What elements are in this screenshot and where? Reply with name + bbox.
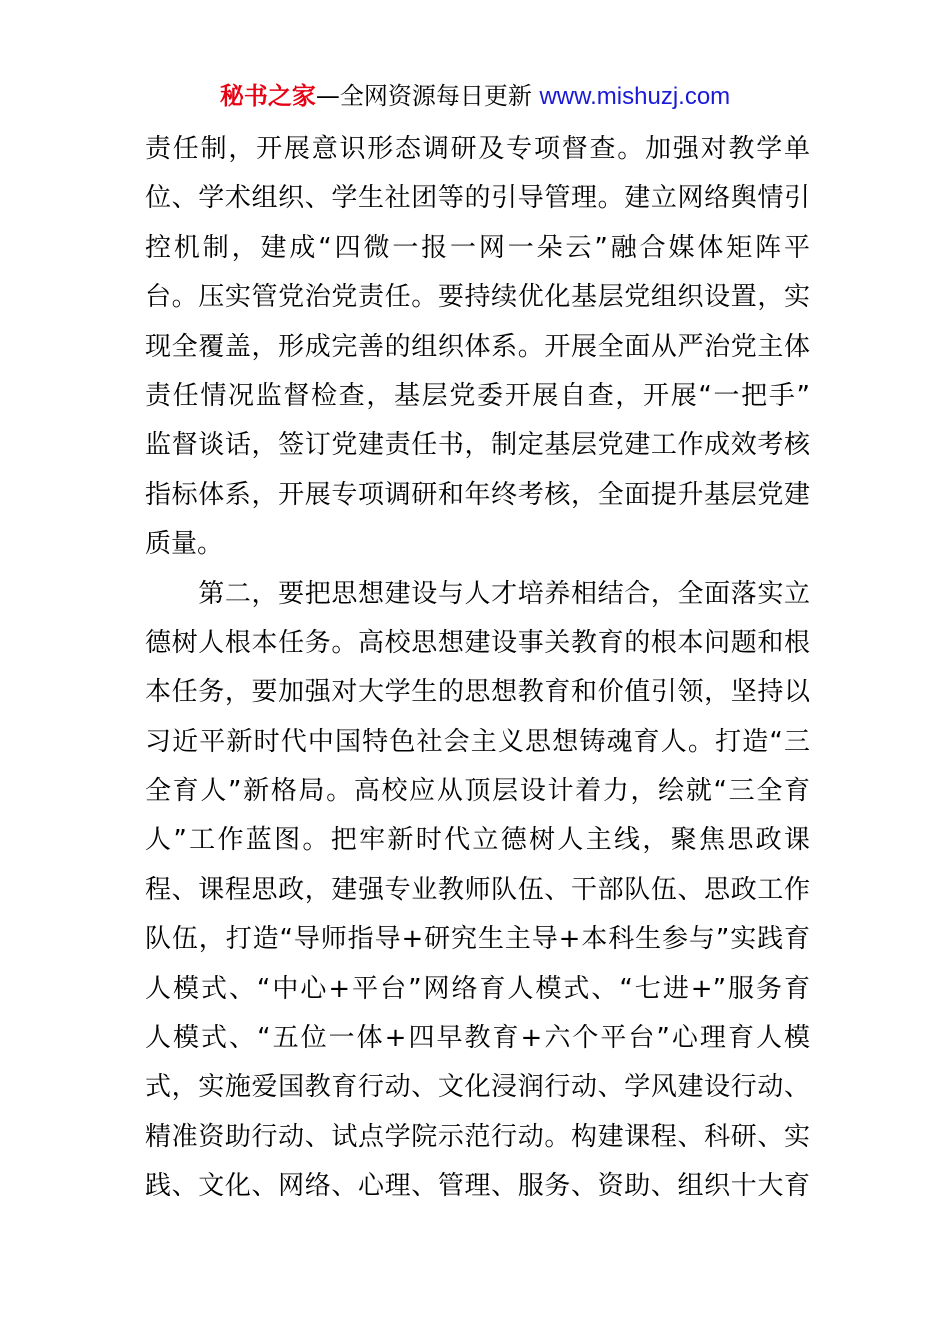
text-line: 指标体系，开展专项调研和年终考核，全面提升基层党建 bbox=[145, 479, 810, 510]
site-tagline: —全网资源每日更新 bbox=[315, 82, 540, 110]
text-line: 监督谈话，签订党建责任书，制定基层党建工作成效考核 bbox=[145, 430, 810, 461]
site-header bbox=[0, 80, 950, 113]
text-line: 式，实施爱国教育行动、文化浸润行动、学风建设行动、 bbox=[145, 1072, 810, 1103]
text-line: 践、文化、网络、心理、管理、服务、资助、组织十大育 bbox=[145, 1171, 810, 1202]
text-line: 现全覆盖，形成完善的组织体系。开展全面从严治党主体 bbox=[145, 331, 810, 362]
text-line: 责任制，开展意识形态调研及专项督查。加强对教学单 bbox=[145, 134, 810, 164]
text-line: 第二，要把思想建设与人才培养相结合，全面落实立 bbox=[145, 578, 810, 609]
text-line: 程、课程思政，建强专业教师队伍、干部队伍、思政工作 bbox=[145, 874, 810, 905]
document-body bbox=[145, 125, 810, 1212]
text-line: 控机制，建成“四微一报一网一朵云”融合媒体矩阵平 bbox=[145, 232, 810, 263]
text-line: 台。压实管党治党责任。要持续优化基层党组织设置，实 bbox=[145, 282, 810, 313]
text-line: 习近平新时代中国特色社会主义思想铸魂育人。打造“三 bbox=[145, 726, 810, 757]
text-line: 德树人根本任务。高校思想建设事关教育的根本问题和根 bbox=[145, 627, 810, 658]
site-brand: 秘书之家 bbox=[219, 82, 316, 110]
text-line: 人”工作蓝图。把牢新时代立德树人主线，聚焦思政课 bbox=[145, 825, 810, 856]
text-line: 本任务，要加强对大学生的思想教育和价值引领，坚持以 bbox=[145, 677, 810, 708]
text-line: 人模式、“中心+平台”网络育人模式、“七进+”服务育 bbox=[145, 973, 810, 1004]
text-line: 全育人”新格局。高校应从顶层设计着力，绘就“三全育 bbox=[145, 776, 810, 807]
text-line: 人模式、“五位一体+四早教育+六个平台”心理育人模 bbox=[145, 1023, 810, 1054]
text-line: 质量。 bbox=[145, 529, 224, 560]
text-line: 精准资助行动、试点学院示范行动。构建课程、科研、实 bbox=[145, 1121, 810, 1152]
text-line: 队伍，打造“导师指导+研究生主导+本科生参与”实践育 bbox=[145, 924, 810, 955]
text-line: 责任情况监督检查，基层党委开展自查，开展“一把手” bbox=[145, 380, 810, 411]
site-url: www.mishuzj.com bbox=[539, 83, 731, 110]
text-line: 位、学术组织、学生社团等的引导管理。建立网络舆情引 bbox=[145, 183, 810, 214]
